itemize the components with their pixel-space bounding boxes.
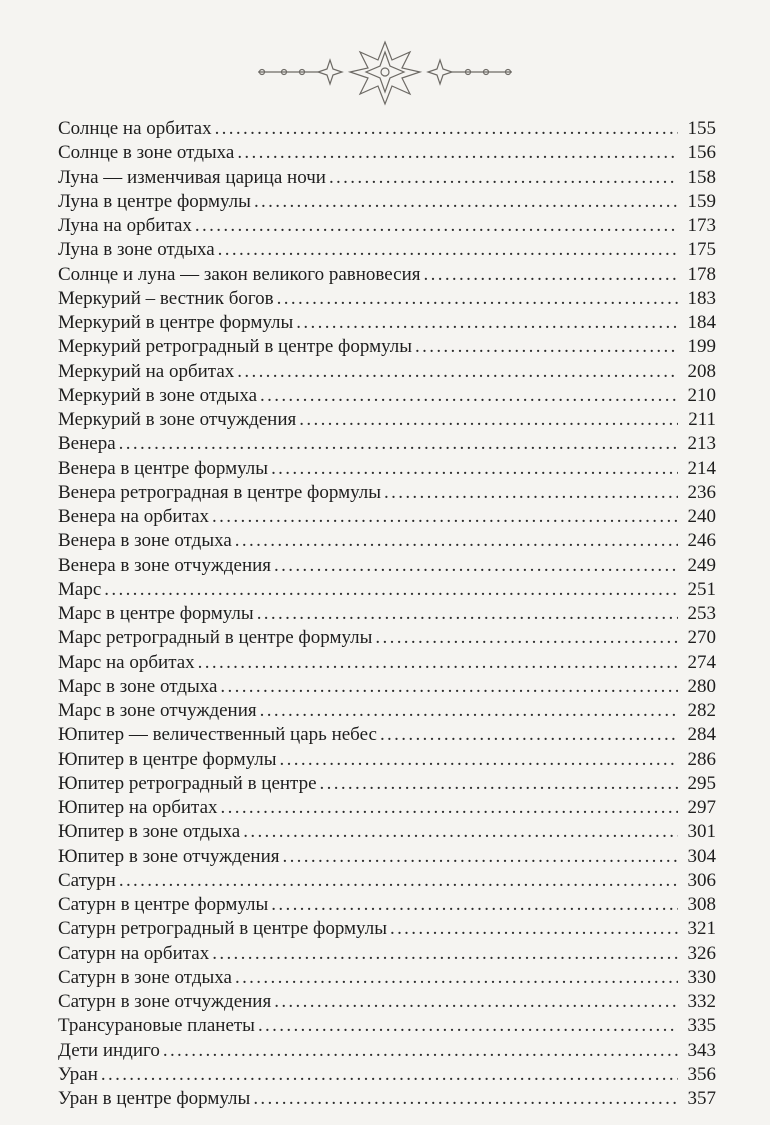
toc-entry bbox=[58, 966, 716, 990]
toc-entry bbox=[58, 626, 716, 650]
toc-entry-page: 304 bbox=[687, 845, 716, 867]
toc-entry-page: 211 bbox=[688, 409, 716, 430]
toc-entry-title: Венера в зоне отчуждения bbox=[58, 554, 272, 576]
toc-dot-leader bbox=[375, 626, 678, 650]
toc-entry-title: Юпитер — величественный царь небес bbox=[58, 724, 377, 746]
toc-entry-page: 155 bbox=[687, 118, 716, 139]
toc-entry-title: Сатурн bbox=[58, 869, 116, 891]
toc-entry bbox=[58, 457, 716, 481]
toc-entry bbox=[58, 529, 716, 553]
toc-entry-page: 284 bbox=[687, 724, 716, 746]
toc-dot-leader bbox=[274, 554, 678, 578]
toc-entry-title: Луна — изменчивая царица ночи bbox=[58, 166, 326, 188]
toc-dot-leader bbox=[296, 311, 678, 335]
toc-dot-leader bbox=[271, 457, 678, 481]
toc-dot-leader bbox=[237, 141, 678, 165]
toc-entry bbox=[58, 1039, 716, 1063]
toc-dot-leader bbox=[212, 505, 678, 529]
toc-entry-title: Солнце на орбитах bbox=[58, 118, 212, 139]
toc-entry-page: 210 bbox=[687, 384, 716, 406]
toc-entry-title: Уран в центре формулы bbox=[58, 1088, 251, 1109]
toc-dot-leader bbox=[380, 723, 678, 747]
toc-dot-leader bbox=[195, 214, 678, 238]
toc-entry-page: 213 bbox=[687, 433, 716, 455]
toc-entry bbox=[58, 166, 716, 190]
toc-entry-title: Меркурий в зоне отдыха bbox=[58, 384, 258, 406]
toc-dot-leader bbox=[212, 942, 678, 966]
toc-entry-page: 208 bbox=[687, 360, 716, 382]
toc-dot-leader bbox=[415, 335, 678, 359]
toc-dot-leader bbox=[260, 699, 678, 723]
toc-entry bbox=[58, 554, 716, 578]
toc-entry bbox=[58, 481, 716, 505]
toc-entry-page: 306 bbox=[687, 869, 716, 891]
toc-entry bbox=[58, 699, 716, 723]
toc-entry bbox=[58, 772, 716, 796]
toc-entry bbox=[58, 869, 716, 893]
toc-entry-title: Марс ретроградный в центре формулы bbox=[58, 627, 373, 649]
toc-entry-title: Марс bbox=[58, 578, 102, 600]
toc-entry bbox=[58, 263, 716, 287]
toc-entry-title: Юпитер в зоне отдыха bbox=[58, 821, 241, 843]
toc-entry-title: Меркурий в зоне отчуждения bbox=[58, 409, 297, 430]
toc-entry-page: 297 bbox=[687, 797, 716, 818]
toc-entry bbox=[58, 214, 716, 238]
toc-dot-leader bbox=[218, 238, 678, 262]
toc-entry-title: Меркурий в центре формулы bbox=[58, 312, 294, 333]
toc-dot-leader bbox=[384, 481, 678, 505]
toc-dot-leader bbox=[260, 384, 678, 408]
toc-entry bbox=[58, 360, 716, 384]
toc-entry bbox=[58, 748, 716, 772]
toc-dot-leader bbox=[235, 966, 678, 990]
toc-entry-page: 214 bbox=[687, 457, 716, 479]
toc-entry-title: Сатурн ретроградный в центре формулы bbox=[58, 918, 387, 940]
toc-entry-page: 183 bbox=[687, 287, 716, 309]
toc-dot-leader bbox=[104, 578, 678, 602]
toc-entry-page: 159 bbox=[687, 190, 716, 212]
toc-dot-leader bbox=[390, 917, 678, 941]
toc-entry-page: 330 bbox=[687, 966, 716, 988]
toc-entry bbox=[58, 651, 716, 675]
toc-entry-page: 295 bbox=[687, 772, 716, 794]
toc-dot-leader bbox=[254, 190, 678, 214]
toc-entry-page: 286 bbox=[687, 748, 716, 770]
toc-entry-page: 274 bbox=[687, 651, 716, 673]
toc-entry-title: Трансурановые планеты bbox=[58, 1015, 255, 1037]
toc-dot-leader bbox=[271, 893, 678, 917]
toc-entry-page: 253 bbox=[687, 603, 716, 624]
toc-dot-leader bbox=[282, 845, 678, 869]
toc-entry-title: Солнце в зоне отдыха bbox=[58, 142, 235, 164]
toc-dot-leader bbox=[198, 651, 678, 675]
toc-entry-title: Сатурн в зоне отчуждения bbox=[58, 991, 272, 1012]
toc-entry-page: 326 bbox=[687, 942, 716, 964]
toc-entry-title: Меркурий – вестник богов bbox=[58, 287, 274, 309]
toc-dot-leader bbox=[329, 166, 678, 190]
toc-entry-title: Дети индиго bbox=[58, 1039, 160, 1061]
toc-entry-title: Луна на орбитах bbox=[58, 215, 192, 236]
table-of-contents bbox=[58, 117, 716, 1111]
toc-dot-leader bbox=[235, 529, 678, 553]
toc-entry bbox=[58, 141, 716, 165]
toc-entry-page: 270 bbox=[687, 627, 716, 649]
toc-entry-title: Венера ретроградная в центре формулы bbox=[58, 481, 382, 503]
toc-entry bbox=[58, 917, 716, 941]
toc-dot-leader bbox=[163, 1039, 678, 1063]
toc-entry bbox=[58, 287, 716, 311]
toc-entry bbox=[58, 942, 716, 966]
toc-entry-title: Юпитер в зоне отчуждения bbox=[58, 845, 280, 867]
toc-entry bbox=[58, 578, 716, 602]
toc-dot-leader bbox=[119, 869, 678, 893]
toc-dot-leader bbox=[215, 117, 678, 141]
toc-dot-leader bbox=[277, 287, 678, 311]
toc-entry-page: 158 bbox=[687, 166, 716, 188]
toc-dot-leader bbox=[253, 1087, 678, 1111]
toc-entry bbox=[58, 190, 716, 214]
toc-entry bbox=[58, 1063, 716, 1087]
toc-entry-title: Уран bbox=[58, 1063, 98, 1085]
star-ornament-icon bbox=[0, 38, 770, 108]
toc-entry bbox=[58, 1087, 716, 1111]
toc-entry bbox=[58, 796, 716, 820]
toc-entry-title: Венера bbox=[58, 433, 116, 455]
toc-entry-title: Меркурий ретроградный в центре формулы bbox=[58, 336, 413, 358]
toc-entry-page: 175 bbox=[687, 239, 716, 261]
toc-entry-title: Марс в зоне отчуждения bbox=[58, 700, 257, 721]
toc-dot-leader bbox=[237, 360, 678, 384]
toc-entry-page: 282 bbox=[687, 700, 716, 721]
toc-dot-leader bbox=[320, 772, 678, 796]
toc-entry bbox=[58, 675, 716, 699]
toc-dot-leader bbox=[243, 820, 678, 844]
toc-dot-leader bbox=[299, 408, 678, 432]
toc-entry bbox=[58, 238, 716, 262]
toc-entry-title: Венера в зоне отдыха bbox=[58, 530, 232, 552]
toc-entry-page: 156 bbox=[687, 142, 716, 164]
toc-entry-page: 301 bbox=[687, 821, 716, 843]
toc-entry-page: 249 bbox=[687, 554, 716, 576]
toc-entry-page: 246 bbox=[687, 530, 716, 552]
toc-entry-title: Сатурн в центре формулы bbox=[58, 894, 269, 915]
toc-entry bbox=[58, 845, 716, 869]
toc-entry-title: Марс на орбитах bbox=[58, 651, 195, 673]
toc-entry bbox=[58, 117, 716, 141]
toc-entry bbox=[58, 311, 716, 335]
toc-entry-title: Венера в центре формулы bbox=[58, 457, 269, 479]
toc-entry-page: 357 bbox=[687, 1088, 716, 1109]
toc-entry-page: 240 bbox=[687, 506, 716, 527]
toc-entry-title: Юпитер в центре формулы bbox=[58, 748, 277, 770]
toc-entry-page: 332 bbox=[687, 991, 716, 1012]
toc-entry bbox=[58, 1014, 716, 1038]
toc-entry-title: Сатурн на орбитах bbox=[58, 942, 210, 964]
toc-entry bbox=[58, 505, 716, 529]
toc-entry-page: 173 bbox=[687, 215, 716, 236]
toc-dot-leader bbox=[119, 432, 678, 456]
toc-entry-title: Луна в зоне отдыха bbox=[58, 239, 215, 261]
toc-entry bbox=[58, 820, 716, 844]
toc-dot-leader bbox=[424, 263, 678, 287]
toc-entry-page: 356 bbox=[687, 1063, 716, 1085]
toc-entry-page: 178 bbox=[687, 263, 716, 285]
toc-entry bbox=[58, 602, 716, 626]
toc-entry-title: Юпитер на орбитах bbox=[58, 797, 218, 818]
toc-entry-title: Меркурий на орбитах bbox=[58, 360, 235, 382]
toc-entry bbox=[58, 335, 716, 359]
toc-dot-leader bbox=[221, 796, 678, 820]
toc-entry bbox=[58, 384, 716, 408]
toc-entry-page: 308 bbox=[687, 894, 716, 915]
toc-entry bbox=[58, 893, 716, 917]
toc-entry bbox=[58, 432, 716, 456]
toc-entry-page: 335 bbox=[687, 1015, 716, 1037]
toc-entry-page: 251 bbox=[687, 578, 716, 600]
toc-entry-title: Сатурн в зоне отдыха bbox=[58, 966, 232, 988]
toc-entry-page: 184 bbox=[687, 312, 716, 333]
toc-entry-title: Венера на орбитах bbox=[58, 506, 210, 527]
toc-entry-page: 321 bbox=[687, 918, 716, 940]
toc-dot-leader bbox=[280, 748, 678, 772]
toc-entry bbox=[58, 408, 716, 432]
toc-entry-title: Юпитер ретроградный в центре bbox=[58, 772, 317, 794]
toc-entry-title: Марс в центре формулы bbox=[58, 603, 254, 624]
toc-entry-title: Луна в центре формулы bbox=[58, 190, 251, 212]
toc-entry-page: 343 bbox=[687, 1039, 716, 1061]
toc-entry bbox=[58, 990, 716, 1014]
toc-dot-leader bbox=[220, 675, 678, 699]
toc-entry-page: 236 bbox=[687, 481, 716, 503]
toc-entry-title: Солнце и луна — закон великого равновесия bbox=[58, 263, 421, 285]
toc-dot-leader bbox=[101, 1063, 678, 1087]
toc-dot-leader bbox=[274, 990, 678, 1014]
toc-entry-page: 280 bbox=[687, 675, 716, 697]
toc-dot-leader bbox=[257, 602, 678, 626]
toc-dot-leader bbox=[258, 1014, 678, 1038]
toc-entry-title: Марс в зоне отдыха bbox=[58, 675, 218, 697]
toc-entry bbox=[58, 723, 716, 747]
toc-entry-page: 199 bbox=[687, 336, 716, 358]
